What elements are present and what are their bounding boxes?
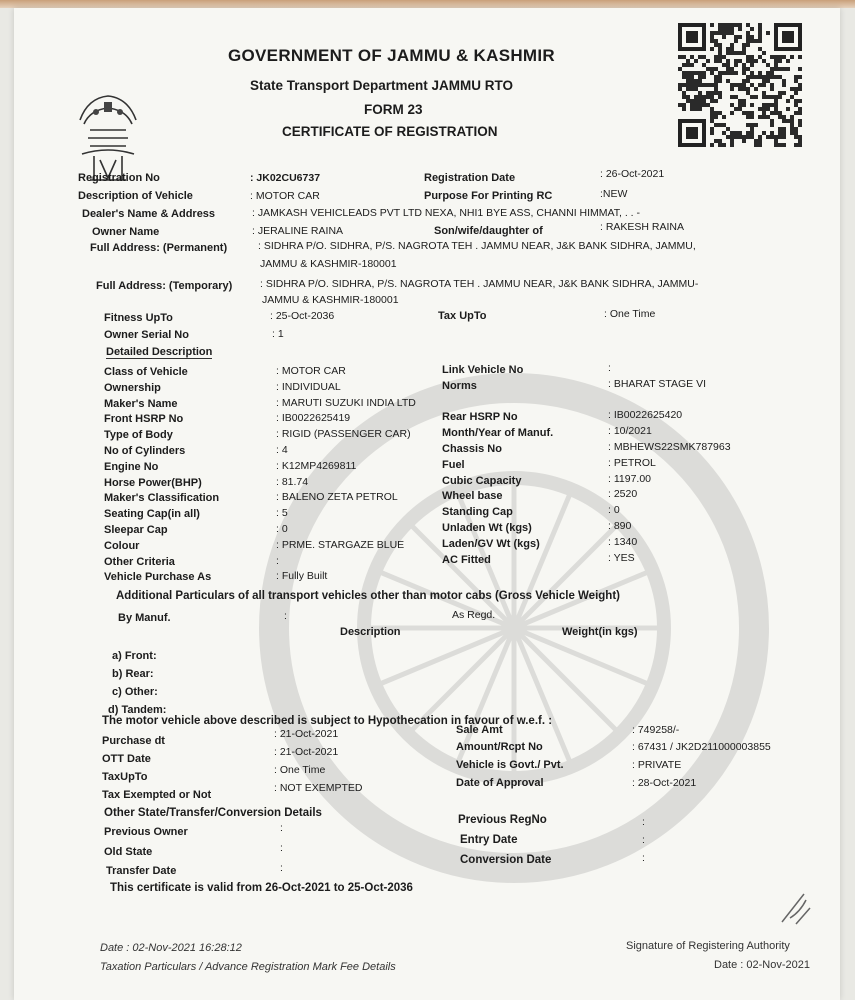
detail-left-label: Seating Cap(in all) xyxy=(104,508,200,521)
detail-right-label: Cubic Capacity xyxy=(442,474,522,487)
department-title: State Transport Department JAMMU RTO xyxy=(250,78,514,93)
detail-left-label: Class of Vehicle xyxy=(104,366,188,378)
conversion-date-label: Conversion Date xyxy=(460,854,552,866)
detail-left-value: : Fully Built xyxy=(276,570,328,583)
temporary-address-line2: JAMMU & KASHMIR-180001 xyxy=(262,294,399,306)
description-column-label: Description xyxy=(340,626,401,638)
axle-front-label: a) Front: xyxy=(112,650,157,662)
permanent-address-line2: JAMMU & KASHMIR-180001 xyxy=(260,258,397,270)
signature-date: Date : 02-Nov-2021 xyxy=(714,959,810,971)
detail-right-value: : IB0022625420 xyxy=(608,409,683,422)
temporary-address-label: Full Address: (Temporary) xyxy=(96,280,233,292)
detail-right-value: : 1340 xyxy=(608,535,638,548)
signature-label: Signature of Registering Authority xyxy=(626,940,790,952)
temporary-address-line1: : SIDHRA P/O. SIDHRA, P/S. NAGROTA TEH . JAMMU NEAR, J&K BANK SIDHRA, JAMMU- xyxy=(260,278,699,290)
validity-statement: This certificate is valid from 26-Oct-2021 to 25-Oct-2036 xyxy=(110,882,413,894)
reg-no-value: : JK02CU6737 xyxy=(250,172,321,184)
detail-right-value: : xyxy=(608,362,611,374)
certificate-title: CERTIFICATE OF REGISTRATION xyxy=(282,124,498,139)
additional-particulars-heading: Additional Particulars of all transport vehicles other than motor cabs (Gross Vehicle Weight) xyxy=(116,590,620,602)
detail-right-label: Laden/GV Wt (kgs) xyxy=(442,537,540,550)
detail-right-value: : PETROL xyxy=(608,456,656,469)
form-number: FORM 23 xyxy=(364,102,423,117)
dealer-label: Dealer's Name & Address xyxy=(82,208,216,220)
detail-left-value: : 5 xyxy=(276,507,288,520)
detail-left-label: Colour xyxy=(104,539,140,552)
detail-left-value: : 81.74 xyxy=(276,475,309,488)
hypothecation-statement: The motor vehicle above described is subject to Hypothecation in favour of w.e.f. : xyxy=(102,715,553,727)
ott-date-value: : 21-Oct-2021 xyxy=(274,746,339,758)
description-label: Description of Vehicle xyxy=(78,190,193,202)
sale-amount-value: : 749258/- xyxy=(632,724,680,736)
as-regd-label: As Regd. xyxy=(452,609,496,621)
govt-pvt-value: : PRIVATE xyxy=(632,759,682,771)
fitness-value: : 25-Oct-2036 xyxy=(270,310,335,322)
old-state-colon: : xyxy=(280,842,283,854)
previous-owner-colon: : xyxy=(280,822,283,834)
govt-pvt-label: Vehicle is Govt./ Pvt. xyxy=(456,759,564,771)
detail-right-value: : 10/2021 xyxy=(608,425,652,438)
detail-right-value: : 2520 xyxy=(608,488,638,501)
detail-left-label: Maker's Name xyxy=(104,397,178,410)
ott-date-label: OTT Date xyxy=(102,753,151,765)
detail-left-value: : INDIVIDUAL xyxy=(276,380,341,393)
detail-left-value: : MOTOR CAR xyxy=(276,365,346,377)
detail-right-value: : 1197.00 xyxy=(608,472,652,485)
owner-value: : JERALINE RAINA xyxy=(252,225,344,237)
detail-right-label: Unladen Wt (kgs) xyxy=(442,522,532,534)
detail-right-label: Rear HSRP No xyxy=(442,411,518,424)
detail-left-value: : IB0022625419 xyxy=(276,412,351,425)
detail-left-value: : xyxy=(276,554,279,567)
transfer-date-label: Transfer Date xyxy=(106,865,177,877)
tax-upto-2-label: TaxUpTo xyxy=(102,771,148,783)
tax-upto-label: Tax UpTo xyxy=(438,310,487,322)
reg-date-value: : 26-Oct-2021 xyxy=(600,168,665,180)
detail-right-label: AC Fitted xyxy=(442,553,491,566)
receipt-label: Amount/Rcpt No xyxy=(456,741,543,753)
axle-other-label: c) Other: xyxy=(112,686,158,698)
entry-date-label: Entry Date xyxy=(460,834,518,846)
detail-left-value: : PRME. STARGAZE BLUE xyxy=(276,538,405,551)
entry-date-colon: : xyxy=(642,834,645,846)
tax-upto-2-value: : One Time xyxy=(274,764,326,776)
registration-certificate xyxy=(14,8,840,1000)
detail-left-value: : RIGID (PASSENGER CAR) xyxy=(276,428,411,441)
dealer-value: : JAMKASH VEHICLEADS PVT LTD NEXA, NHI1 BYE ASS, CHANNI HIMMAT, . . - xyxy=(252,207,641,219)
detail-right-label: Chassis No xyxy=(442,443,502,455)
owner-serial-label: Owner Serial No xyxy=(104,329,189,341)
detail-left-value: : BALENO ZETA PETROL xyxy=(276,491,398,504)
qr-code-icon xyxy=(678,22,802,148)
previous-regno-label: Previous RegNo xyxy=(458,814,547,826)
detail-left-label: Engine No xyxy=(104,460,159,473)
detail-right-value: : YES xyxy=(608,551,635,564)
axle-tandem-label: d) Tandem: xyxy=(108,704,167,716)
detail-right-label: Wheel base xyxy=(442,490,503,503)
transfer-date-colon: : xyxy=(280,862,283,874)
reg-date-label: Registration Date xyxy=(424,172,516,184)
detail-left-value: : MARUTI SUZUKI INDIA LTD xyxy=(276,396,416,409)
detail-right-label: Fuel xyxy=(442,458,465,471)
detail-left-label: Ownership xyxy=(104,381,161,394)
axle-rear-label: b) Rear: xyxy=(112,668,154,680)
tax-upto-value: : One Time xyxy=(604,308,656,320)
print-date: Date : 02-Nov-2021 16:28:12 xyxy=(100,942,242,954)
tax-exempted-label: Tax Exempted or Not xyxy=(102,789,212,801)
owner-label: Owner Name xyxy=(92,226,160,238)
detail-right-value: : MBHEWS22SMK787963 xyxy=(608,441,731,453)
approval-date-value: : 28-Oct-2021 xyxy=(632,777,697,789)
transfer-heading: Other State/Transfer/Conversion Details xyxy=(104,807,322,819)
taxation-particulars: Taxation Particulars / Advance Registration Mark Fee Details xyxy=(100,961,396,973)
reg-no-label: Registration No xyxy=(78,172,160,184)
previous-regno-colon: : xyxy=(642,816,645,828)
owner-serial-value: : 1 xyxy=(272,328,284,340)
signature-mark-icon xyxy=(776,888,816,928)
detail-right-label: Month/Year of Manuf. xyxy=(442,427,554,440)
detail-right-label: Norms xyxy=(442,379,477,392)
sale-amount-label: Sale Amt xyxy=(456,724,503,736)
detail-left-label: Front HSRP No xyxy=(104,413,184,426)
old-state-label: Old State xyxy=(104,846,153,858)
receipt-value: : 67431 / JK2D211000003855 xyxy=(632,741,771,753)
description-value: : MOTOR CAR xyxy=(250,190,320,202)
detail-left-value: : 4 xyxy=(276,444,288,456)
relation-value: : RAKESH RAINA xyxy=(600,221,685,233)
detail-left-label: Vehicle Purchase As xyxy=(104,571,212,584)
top-edge xyxy=(0,0,855,8)
purchase-date-value: : 21-Oct-2021 xyxy=(274,728,339,740)
purpose-value: :NEW xyxy=(600,188,628,200)
detail-left-label: Maker's Classification xyxy=(104,492,220,505)
tax-exempted-value: : NOT EXEMPTED xyxy=(274,782,363,794)
detail-left-label: Sleepar Cap xyxy=(104,524,168,536)
detail-left-label: Horse Power(BHP) xyxy=(104,476,202,489)
detail-left-label: No of Cylinders xyxy=(104,445,186,457)
by-manuf-colon: : xyxy=(284,610,287,622)
detail-right-value: : BHARAT STAGE VI xyxy=(608,377,707,390)
fitness-label: Fitness UpTo xyxy=(104,312,173,324)
by-manuf-label: By Manuf. xyxy=(118,612,171,624)
government-title: GOVERNMENT OF JAMMU & KASHMIR xyxy=(228,46,555,65)
permanent-address-line1: : SIDHRA P/O. SIDHRA, P/S. NAGROTA TEH . JAMMU NEAR, J&K BANK SIDHRA, JAMMU, xyxy=(258,240,696,252)
detail-left-value: : K12MP4269811 xyxy=(276,459,357,472)
detail-left-label: Other Criteria xyxy=(104,555,175,568)
purpose-label: Purpose For Printing RC xyxy=(424,190,553,202)
approval-date-label: Date of Approval xyxy=(456,777,544,789)
detail-right-label: Link Vehicle No xyxy=(442,364,524,376)
detail-right-label: Standing Cap xyxy=(442,506,513,519)
previous-owner-label: Previous Owner xyxy=(104,826,188,838)
conversion-date-colon: : xyxy=(642,852,645,864)
weight-column-label: Weight(in kgs) xyxy=(562,626,638,638)
relation-label: Son/wife/daughter of xyxy=(434,225,543,237)
detailed-description-heading: Detailed Description xyxy=(106,346,213,358)
detail-left-value: : 0 xyxy=(276,523,288,535)
detail-left-label: Type of Body xyxy=(104,429,173,442)
permanent-address-label: Full Address: (Permanent) xyxy=(90,242,228,254)
detail-right-value: : 0 xyxy=(608,504,620,517)
purchase-date-label: Purchase dt xyxy=(102,735,165,747)
detail-right-value: : 890 xyxy=(608,520,632,532)
